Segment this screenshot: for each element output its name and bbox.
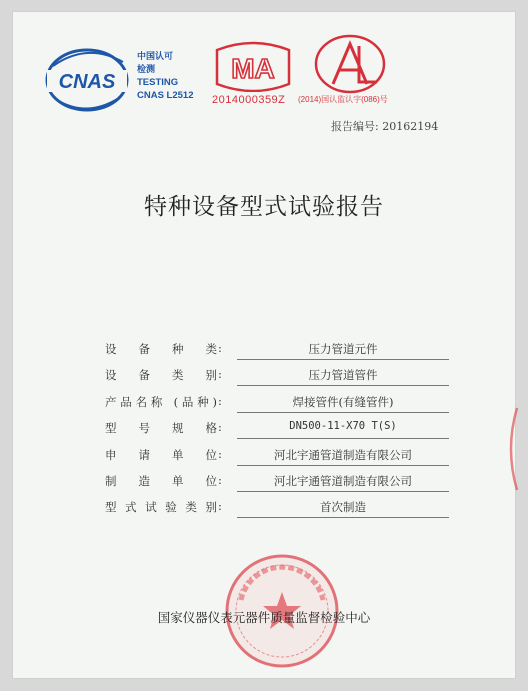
info-row-equipment-category [105, 363, 449, 389]
field-label: 制 造 单 位 [105, 473, 217, 488]
cal-logo-icon [311, 32, 389, 96]
cnas-logo-icon [43, 40, 131, 116]
ma-code: 2014000359Z [212, 94, 286, 106]
cal-code: (2014)国认监认字(086)号 [298, 95, 388, 104]
field-colon: : [218, 499, 222, 514]
field-label: 型 号 规 格 [105, 421, 217, 436]
field-colon: : [218, 420, 222, 435]
info-row-manufacturer [105, 469, 449, 495]
field-value: DN500-11-X70 T(S) [237, 420, 449, 439]
page-seal-edge-icon [503, 404, 519, 494]
field-colon: : [218, 393, 222, 408]
field-value: 焊接管件(有缝管件) [237, 394, 449, 413]
field-value: 压力管道元件 [237, 341, 449, 360]
field-label: 产品名称 (品种) [105, 394, 217, 409]
field-colon: : [218, 472, 222, 487]
info-row-equipment-type [105, 337, 449, 363]
report-cover [12, 11, 516, 679]
issuing-organization: 国家仪器仪表元器件质量监督检验中心 [157, 610, 371, 625]
report-number: 报告编号: 20162194 [331, 120, 439, 133]
cnas-line-1: 中国认可 [137, 51, 174, 61]
field-value: 河北宇通管道制造有限公司 [237, 473, 449, 492]
field-colon: : [218, 341, 222, 355]
info-table [105, 337, 449, 522]
field-label: 设 备 种 类 [105, 342, 217, 356]
cnas-accreditation-text [137, 50, 194, 102]
field-label: 设 备 类 别 [105, 368, 217, 383]
info-row-applicant [105, 443, 449, 469]
cnas-line-3: TESTING [137, 77, 179, 88]
field-value: 压力管道管件 [237, 367, 449, 386]
ma-logo-text: MA [231, 53, 275, 84]
cnas-line-2: 检测 [137, 64, 156, 74]
cnas-line-4: CNAS L2512 [137, 90, 194, 101]
cnas-logo-text: CNAS [58, 71, 116, 93]
cma-logo-icon [213, 40, 293, 92]
page-title: 特种设备型式试验报告 [144, 194, 384, 220]
info-row-product-name [105, 390, 449, 416]
field-value: 首次制造 [237, 499, 449, 518]
field-colon: : [218, 367, 222, 382]
field-value: 河北宇通管道制造有限公司 [237, 447, 449, 466]
field-colon: : [218, 446, 222, 461]
field-label: 型式试验类别 [105, 500, 217, 515]
info-row-model-spec [105, 416, 449, 442]
info-row-test-category [105, 495, 449, 521]
field-label: 申 请 单 位 [105, 447, 217, 462]
